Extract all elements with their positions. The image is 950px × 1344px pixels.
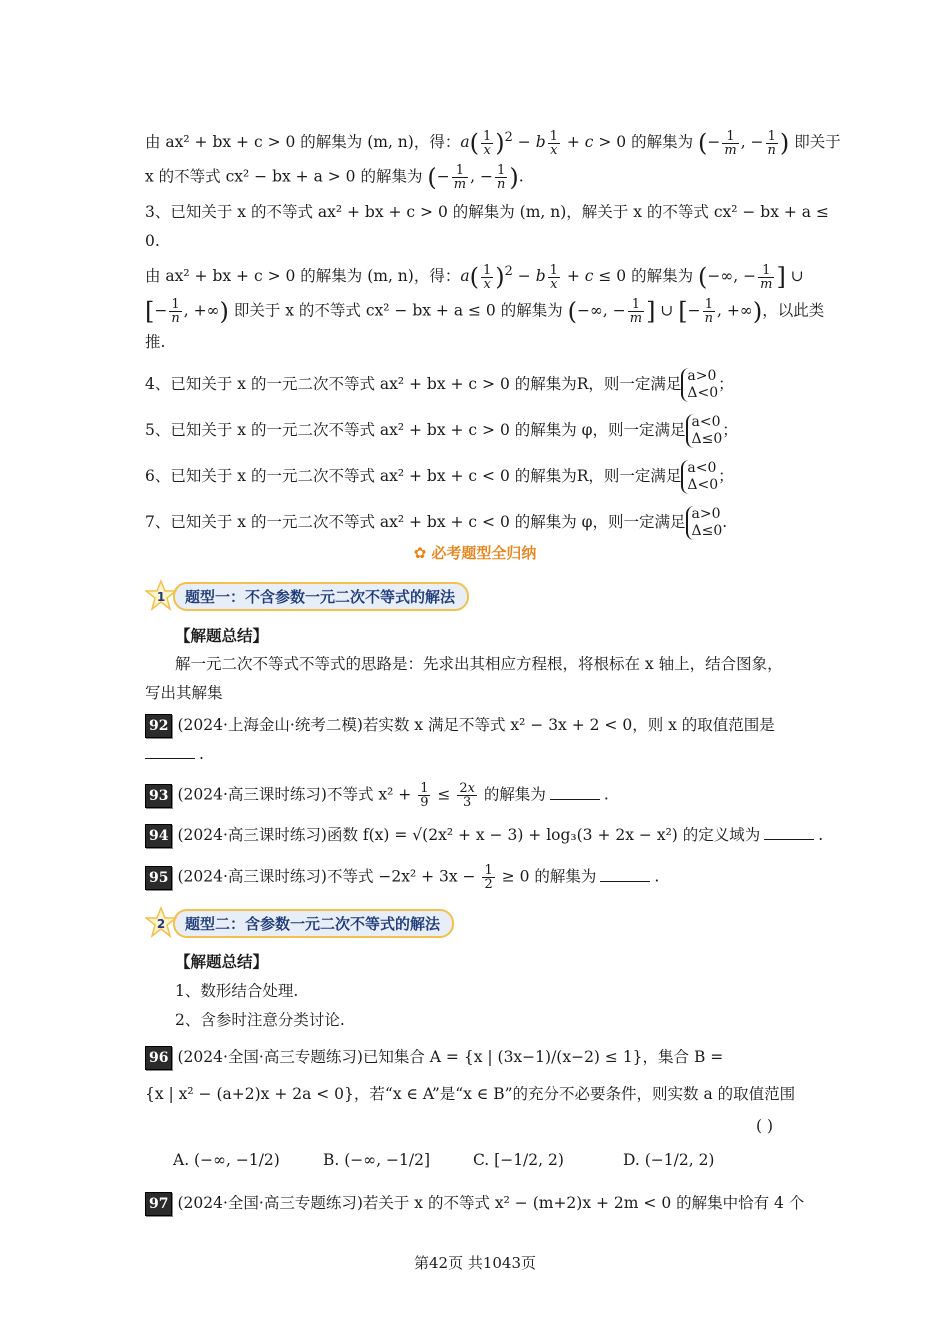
star-badge-icon	[145, 908, 177, 938]
answer-paren[interactable]: ( )	[756, 1117, 774, 1135]
fraction: $\frac{1}{2}$	[484, 863, 493, 892]
fraction: $\frac{1}{x}$	[549, 262, 558, 292]
option-d[interactable]: D. (−1/2, 2)	[623, 1151, 715, 1169]
item-3: 3、已知关于 x 的不等式 ax² + bx + c > 0 的解集为 (m, n)，解关于 x 的不等式 cx² − bx + a ≤	[145, 203, 829, 221]
cases-brace	[681, 460, 718, 494]
text-seg: 即关于	[789, 133, 841, 152]
summary-label: 【解题总结】	[175, 626, 269, 645]
badge-number: 2	[156, 917, 166, 931]
section-title	[0, 542, 950, 563]
fraction: $\frac{1}{n}$	[704, 297, 714, 326]
case-2: Δ≤0	[691, 523, 723, 539]
item-5: 5、已知关于 x 的一元二次不等式 ax² + bx + c > 0 的解集为 φ，则一定满足 a<0 Δ≤0；	[145, 414, 738, 447]
text-seg: 由 ax² + bx + c > 0 的解集为 (m, n)，得：	[145, 267, 461, 286]
type-title: 题型一：不含参数一元二次不等式的解法	[173, 582, 469, 611]
question-97	[145, 1192, 804, 1216]
question-text: (2024·上海金山·统考二模)若实数 x 满足不等式 x² − 3x + 2 < 0，则 x 的取值范围是	[177, 716, 775, 734]
question-number: 92	[145, 714, 172, 738]
summary-text: 写出其解集	[145, 684, 223, 702]
fraction: $\frac{1}{m}$	[629, 297, 643, 326]
page-footer: 第42页 共1043页	[413, 1254, 537, 1272]
question-94: 94 (2024·高三课时练习)函数 f(x) = √(2x² + x − 3) + log₃(3 + 2x − x²) 的定义域为 .	[145, 824, 823, 848]
fraction: $\frac{1}{9}$	[420, 781, 429, 810]
fraction: $\frac{1}{x}$	[482, 128, 492, 158]
case-2: Δ<0	[687, 385, 719, 401]
case-2: Δ≤0	[691, 431, 723, 447]
case-1: a<0	[687, 460, 717, 476]
question-95: 95 (2024·高三课时练习)不等式 −2x² + 3x − $\frac{1}{2}$ ≥ 0 的解集为 .	[145, 864, 659, 891]
cases-brace	[681, 368, 718, 402]
question-number: 96	[145, 1046, 172, 1070]
item-3-cont: 0.	[145, 232, 160, 250]
question-92	[145, 714, 775, 738]
fraction: $\frac{2x}{3}$	[459, 781, 475, 810]
case-1: a<0	[691, 414, 721, 430]
summary-text: 1、数形结合处理.	[175, 982, 299, 1000]
question-text: (2024·全国·高三专题练习)若关于 x 的不等式 x² − (m+2)x + 2m < 0 的解集中恰有 4 个	[177, 1194, 805, 1212]
option-a[interactable]: A. (−∞, −1/2)	[173, 1151, 280, 1169]
type-banner-1	[145, 583, 469, 609]
text-seg: 的解集为	[626, 267, 698, 286]
question-number: 93	[145, 784, 172, 808]
answer-blank[interactable]	[550, 785, 600, 800]
fraction: $\frac{1}{n}$	[496, 163, 506, 192]
item-4: 4、已知关于 x 的一元二次不等式 ax² + bx + c > 0 的解集为R，则一定满足 a>0 Δ<0；	[145, 368, 734, 401]
summary-label: 【解题总结】	[175, 952, 269, 971]
section-title-text: 必考题型全归纳	[431, 544, 537, 562]
question-text: (2024·高三课时练习)不等式 −2x² + 3x −	[177, 867, 481, 886]
answer-blank-line: .	[145, 744, 204, 764]
option-b[interactable]: B. (−∞, −1/2]	[323, 1151, 431, 1169]
answer-blank[interactable]	[145, 744, 195, 759]
text-seg: 即关于 x 的不等式 cx² − bx + a ≤ 0 的解集为	[228, 301, 568, 320]
type-title: 题型二：含参数一元二次不等式的解法	[173, 909, 454, 938]
question-text: (2024·全国·高三专题练习)已知集合 A = {x | (3x−1)/(x−2) ≤ 1}，集合 B =	[177, 1048, 724, 1066]
fraction: $\frac{1}{n}$	[171, 297, 180, 326]
question-number: 97	[145, 1192, 172, 1216]
case-1: a>0	[687, 368, 717, 384]
cases-brace	[686, 414, 723, 448]
summary-text: 2、含参时注意分类讨论.	[175, 1011, 345, 1029]
fraction: $\frac{1}{m}$	[724, 128, 737, 158]
item-6: 6、已知关于 x 的一元二次不等式 ax² + bx + c < 0 的解集为R，则一定满足 a<0 Δ<0；	[145, 460, 734, 493]
question-text: ≥ 0 的解集为	[496, 867, 597, 886]
option-c[interactable]: C. [−1/2, 2)	[473, 1151, 564, 1169]
text-seg: x 的不等式 cx² − bx + a > 0 的解集为	[145, 167, 428, 186]
fraction: $\frac{1}{x}$	[482, 262, 492, 292]
fraction: $\frac{1}{m}$	[760, 262, 773, 292]
text-line: 推.	[145, 333, 166, 351]
fraction: $\frac{1}{x}$	[549, 128, 558, 158]
type-banner-2	[145, 910, 454, 936]
text-seg: 7、已知关于 x 的一元二次不等式 ax² + bx + c < 0 的解集为 φ，则一定满足	[145, 513, 686, 531]
answer-blank[interactable]	[600, 867, 650, 882]
text-line: 由 ax² + bx + c > 0 的解集为 (m, n)，得：a( $\frac{1}{x}$ )$^2$ − b $\frac{1}{x}$ + c ≤ 0 的解集为 (−∞, − $\frac{1}{m}$ ] ∪	[145, 262, 804, 292]
cases-brace	[686, 506, 723, 540]
question-number: 95	[145, 866, 172, 890]
question-96	[145, 1046, 723, 1070]
question-number: 94	[145, 824, 172, 848]
question-text: (2024·高三课时练习)不等式 x² +	[177, 785, 417, 804]
text-line: 由 ax² + bx + c > 0 的解集为 (m, n)，得：a( $\frac{1}{x}$ )$^2$ − b $\frac{1}{x}$ + c > 0 的解集为 (− $\frac{1}{m}$ , − $\frac{1}{n}$ ) 即关于	[145, 128, 841, 158]
summary-text: 解一元二次不等式不等式的思路是：先求出其相应方程根，将根标在 x 轴上，结合图象，	[175, 655, 783, 673]
question-text: (2024·高三课时练习)函数 f(x) = √(2x² + x − 3) + log₃(3 + 2x − x²) 的定义域为	[177, 826, 761, 844]
item-7: 7、已知关于 x 的一元二次不等式 ax² + bx + c < 0 的解集为 φ，则一定满足 a>0 Δ≤0.	[145, 506, 728, 539]
text-seg: 6、已知关于 x 的一元二次不等式 ax² + bx + c < 0 的解集为R，则一定满足	[145, 467, 682, 485]
text-seg: ，以此类	[762, 301, 825, 320]
answer-blank[interactable]	[764, 825, 814, 840]
text-seg: 的解集为	[626, 133, 698, 152]
fraction: $\frac{1}{m}$	[453, 163, 467, 192]
text-seg: 5、已知关于 x 的一元二次不等式 ax² + bx + c > 0 的解集为 φ，则一定满足	[145, 421, 686, 439]
text-seg: 4、已知关于 x 的一元二次不等式 ax² + bx + c > 0 的解集为R，则一定满足	[145, 375, 682, 393]
flower-icon: ✿	[413, 544, 427, 562]
badge-number: 1	[156, 590, 166, 604]
question-text: 的解集为	[478, 785, 546, 804]
fraction: $\frac{1}{n}$	[767, 128, 776, 158]
case-2: Δ<0	[687, 477, 719, 493]
text-seg: 由 ax² + bx + c > 0 的解集为 (m, n)，得：	[145, 133, 461, 152]
star-badge-icon	[145, 581, 177, 611]
text-line: x 的不等式 cx² − bx + a > 0 的解集为 (− $\frac{1}{m}$ , − $\frac{1}{n}$ ).	[145, 163, 524, 192]
question-96-cont: {x | x² − (a+2)x + 2a < 0}，若“x ∈ A”是“x ∈ B”的充分不必要条件，则实数 a 的取值范围	[145, 1085, 796, 1103]
case-1: a>0	[691, 506, 721, 522]
question-93: 93 (2024·高三课时练习)不等式 x² + $\frac{1}{9}$ ≤ $\frac{2x}{3}$ 的解集为 .	[145, 782, 609, 809]
text-line: [− $\frac{1}{n}$ , +∞) 即关于 x 的不等式 cx² − bx + a ≤ 0 的解集为 (−∞, − $\frac{1}{m}$ ] ∪ [− $\frac{1}{n}$ , +∞)，以此类	[145, 297, 825, 326]
